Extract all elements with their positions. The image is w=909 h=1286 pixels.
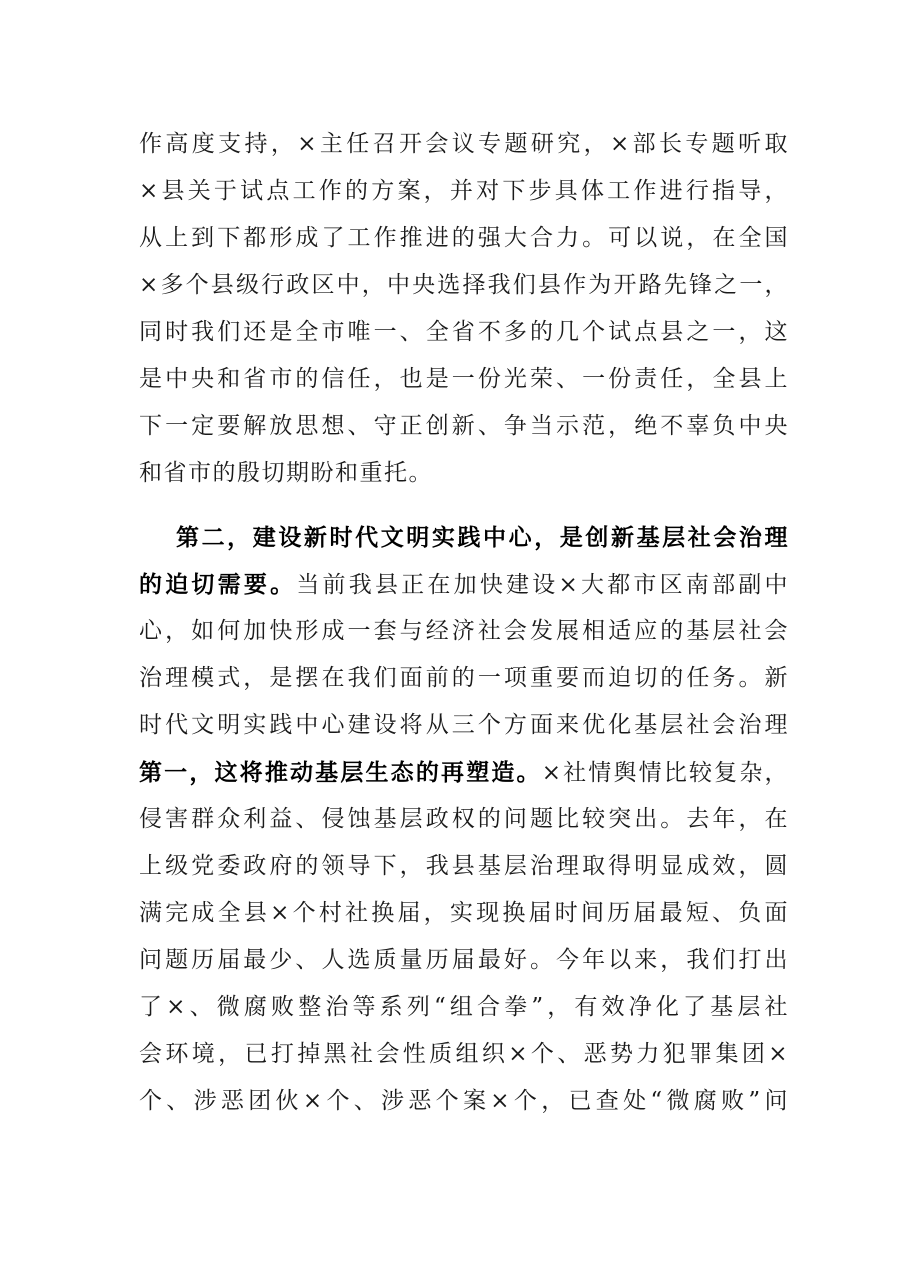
text-run: ×社情舆情比较复杂， xyxy=(541,760,789,786)
text-line xyxy=(139,561,789,608)
text-line: 问题历届最少、人选质量历届最好。今年以来，我们打出 xyxy=(139,947,789,973)
text-line: 了×、微腐败整治等系列“组合拳”，有效净化了基层社 xyxy=(139,994,789,1020)
text-line: 上级党委政府的领导下，我县基层治理取得明显成效，圆 xyxy=(139,853,789,879)
text-line: 个、涉恶团伙×个、涉恶个案×个，已查处“微腐败”问 xyxy=(139,1088,789,1114)
text-line: 是中央和省市的信任，也是一份光荣、一份责任，全县上 xyxy=(139,366,789,392)
text-line: ×县关于试点工作的方案，并对下步具体工作进行指导， xyxy=(139,178,789,204)
paragraph-2 xyxy=(139,514,789,1125)
text-line: 满完成全县×个村社换届，实现换届时间历届最短、负面 xyxy=(139,900,789,926)
text-line: 同时我们还是全市唯一、全省不多的几个试点县之一，这 xyxy=(139,319,789,345)
text-line: 从上到下都形成了工作推进的强大合力。可以说，在全国 xyxy=(139,225,789,251)
text-line: 会环境，已打掉黑社会性质组织×个、恶势力犯罪集团× xyxy=(139,1041,789,1067)
text-line: 时代文明实践中心建设将从三个方面来优化基层社会治理 xyxy=(139,712,789,738)
text-run: 当前我县正在加快建设×大都市区南部副中 xyxy=(296,572,789,598)
text-line: 心，如何加快形成一套与经济社会发展相适应的基层社会 xyxy=(139,618,789,644)
section-heading-line: 第二，建设新时代文明实践中心，是创新基层社会治理 xyxy=(176,524,789,551)
section-heading-end: 的迫切需要。 xyxy=(139,571,297,598)
subsection-heading: 第一，这将推动基层生态的再塑造。 xyxy=(139,759,542,786)
text-line: 和省市的殷切期盼和重托。 xyxy=(139,460,433,486)
text-line: 侵害群众利益、侵蚀基层政权的问题比较突出。去年，在 xyxy=(139,806,789,832)
paragraph-1 xyxy=(139,121,789,497)
text-line xyxy=(139,749,789,796)
text-line: ×多个县级行政区中，中央选择我们县作为开路先锋之一， xyxy=(139,272,789,298)
text-line: 治理模式，是摆在我们面前的一项重要而迫切的任务。新 xyxy=(139,665,789,691)
text-line: 下一定要解放思想、守正创新、争当示范，绝不辜负中央 xyxy=(139,413,789,439)
text-line: 作高度支持，×主任召开会议专题研究，×部长专题听取 xyxy=(139,131,789,157)
